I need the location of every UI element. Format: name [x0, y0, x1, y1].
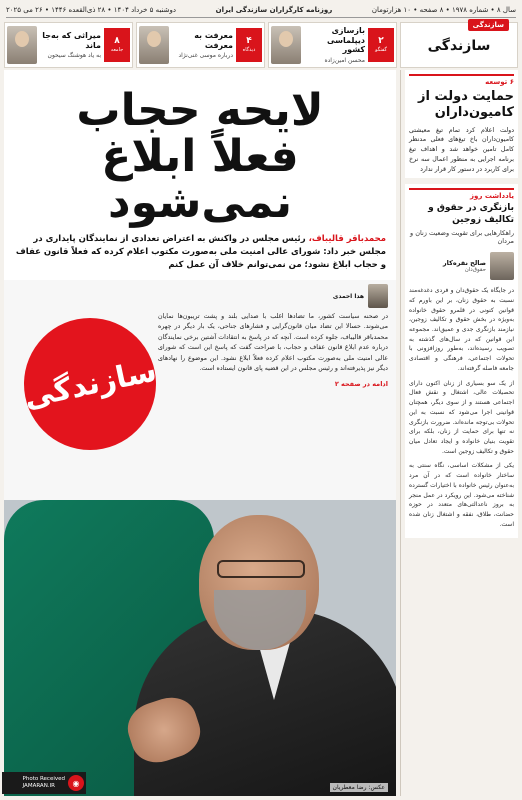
article-column — [150, 280, 396, 392]
issue-date: دوشنبه ۵ خرداد ۱۴۰۴ • ۲۸ ذی‌القعده ۱۴۴۶ • ۲۶ می ۲۰۲۵ — [6, 5, 177, 14]
sidebar-opinion[interactable] — [405, 184, 518, 538]
main-story — [4, 70, 396, 796]
avatar — [368, 284, 388, 308]
header-row — [4, 22, 518, 68]
lower-section — [4, 280, 396, 796]
section-label: یادداشت روز — [409, 188, 514, 200]
lede-text: رئیس مجلس در واکنش به اعتراض تعدادی از نمایندگان پایداری در مجلس خبر داد: شورای عالی امنیت ملی به‌صورت مکتوب اعلام کرده که فعلاً قانون عفاف و حجاب ابلاغ نشود؛ من نمی‌توانم خلاف آن عمل کنم — [15, 233, 386, 270]
issue-info: سال ۸ • شماره ۱۹۷۸ • ۸ صفحه • ۱۰ هزارتومان — [371, 5, 516, 14]
article-body: در صحنه سیاست کشور، ما تضادها اغلب با صدایی بلند و پشت تریبون‌ها نمایان می‌شوند. حسالا این تضاد میان قانون‌گرایی و فشارهای جناحی، یک بار دیگر در چهره محمدباقر قالیباف، جلوه کرده است. آنچه که در پاسخ به انتقادات آشتین برخی نمایندگان درباره عدم ابلاغ قانون عفاف و حجاب، با صراحت گفت که پاسخ این است که شورای عالی امنیت ملی به‌صورت مکتوب اعلام کرده فعلاً ابلاغ نشود. این موضوع را نهادهای دیگر نیز پذیرفته‌اند و رئیس مجلس در این قضیه پای قانون ایستاده است. — [158, 313, 388, 372]
author-name: هدا احمدی — [332, 292, 364, 300]
sidebar-headline: حمایت دولت از کامیون‌داران — [418, 89, 514, 121]
lede-name: محمدباقر قالیباف، — [308, 233, 386, 244]
teaser-portrait — [139, 26, 169, 64]
teaser-portrait — [271, 26, 301, 64]
top-info-bar — [6, 4, 516, 18]
sidebar-summary: دولت اعلام کرد تمام تیغ معیشتی کامیون‌داران باخ‌ تیغ‌های فعلی مدنظر کامل تامین خواهد شد و اهداف تیغ برنامه اجرایی به منظور اعمال سه نرخ برای کاربرد در دستور کار قرار ندارد — [409, 126, 514, 173]
brand-logo: سازندگی — [24, 318, 156, 450]
opinion-title: بازنگری در حقوق و تکالیف زوجین — [428, 203, 514, 225]
paper-name: روزنامه کارگزاران سازندگی ایران — [215, 5, 333, 14]
sidebar-top-story[interactable] — [405, 70, 518, 178]
teaser-page-4[interactable] — [136, 22, 265, 68]
camera-icon: ◉ — [68, 775, 84, 791]
masthead-badge: سازندگی — [468, 19, 509, 31]
teaser-portrait — [7, 26, 37, 64]
teaser-page-2[interactable] — [268, 22, 397, 68]
photo-credit-text: Photo Received JAMARAN.IR — [22, 775, 65, 789]
teaser-page-8[interactable] — [4, 22, 133, 68]
glasses-shape — [217, 560, 305, 578]
sidebar-column — [400, 70, 518, 796]
teaser-text: معرفت به معرفت درباره موسی غنی‌نژاد — [178, 30, 233, 60]
teaser-page-number: ۸ جامعه — [104, 28, 130, 62]
continue-link[interactable]: ادامه در صفحه ۲ — [334, 380, 388, 389]
main-lede — [4, 227, 396, 273]
teaser-text: بازسازی دیپلماسی کشور محسن امین‌زاده — [324, 26, 365, 64]
main-headline[interactable]: لایحه حجاب فعلاً ابلاغ نمی‌شود — [76, 85, 324, 229]
opinion-body: در جایگاه یک حقوق‌دان و فردی دغدغه‌مند نسبت به حقوق زنان، بر این باورم که قوانین کنونی در قلمرو حقوق خانواده به‌ویژه در بخش حقوق و تکالیف زوجین، نیازمند بازنگری جدی و عمیق‌اند. مجموعه این قوانین که در سال‌های گذشته به تصویب رسیده‌اند، به‌طور روزافزونی با تحولات اجتماعی، فرهنگی و اقتصادی جامعه فاصله گرفته‌اند. از یک سو بسیاری از زنان اکنون دارای تحصیلات عالی، اشتغال و نقش فعال اجتماعی هستند و از سوی دیگر، همچنان قوانینی اجرا می‌شود که نسبت به این تحولات بی‌توجه مانده‌اند. ضرورت بازنگری نه تنها برای حمایت از زنان، بلکه برای تقویت بنیان خانواده و ایجاد تعادل میان حقوق و تکالیف زوجین است. یکی از مشکلات اساسی، نگاه سنتی به ساختار خانواده است که در آن مرد به‌عنوان رئیس خانواده با اختیارات گسترده شناخته می‌شود. این رویکرد در عمل منجر به بروز ناعدالتی‌های متعدد در حوزه حضانت، طلاق، نفقه و اشتغال زنان شده است. — [409, 287, 514, 528]
section-badge: ۶ توسعه — [409, 74, 514, 86]
teaser-page-number: ۴ دیدگاه — [236, 28, 262, 62]
opinion-lead: راهکارهایی برای تقویت وضعیت زنان و مردان — [410, 228, 514, 246]
teaser-text: میراثی که به‌جا ماند به یاد هوشنگ سیحون — [42, 30, 101, 60]
photo-caption: عکس: رضا معطریان — [330, 783, 388, 792]
teaser-page-number: ۲ گفتگو — [368, 28, 394, 62]
masthead — [400, 22, 518, 68]
article-author — [158, 284, 388, 308]
photo-credit-badge — [2, 772, 86, 794]
masthead-logo: سازندگی — [427, 38, 491, 55]
opinion-author — [409, 252, 514, 280]
avatar — [490, 252, 514, 280]
author-name: صالح نقره‌کار حقوق‌دان — [442, 259, 486, 274]
